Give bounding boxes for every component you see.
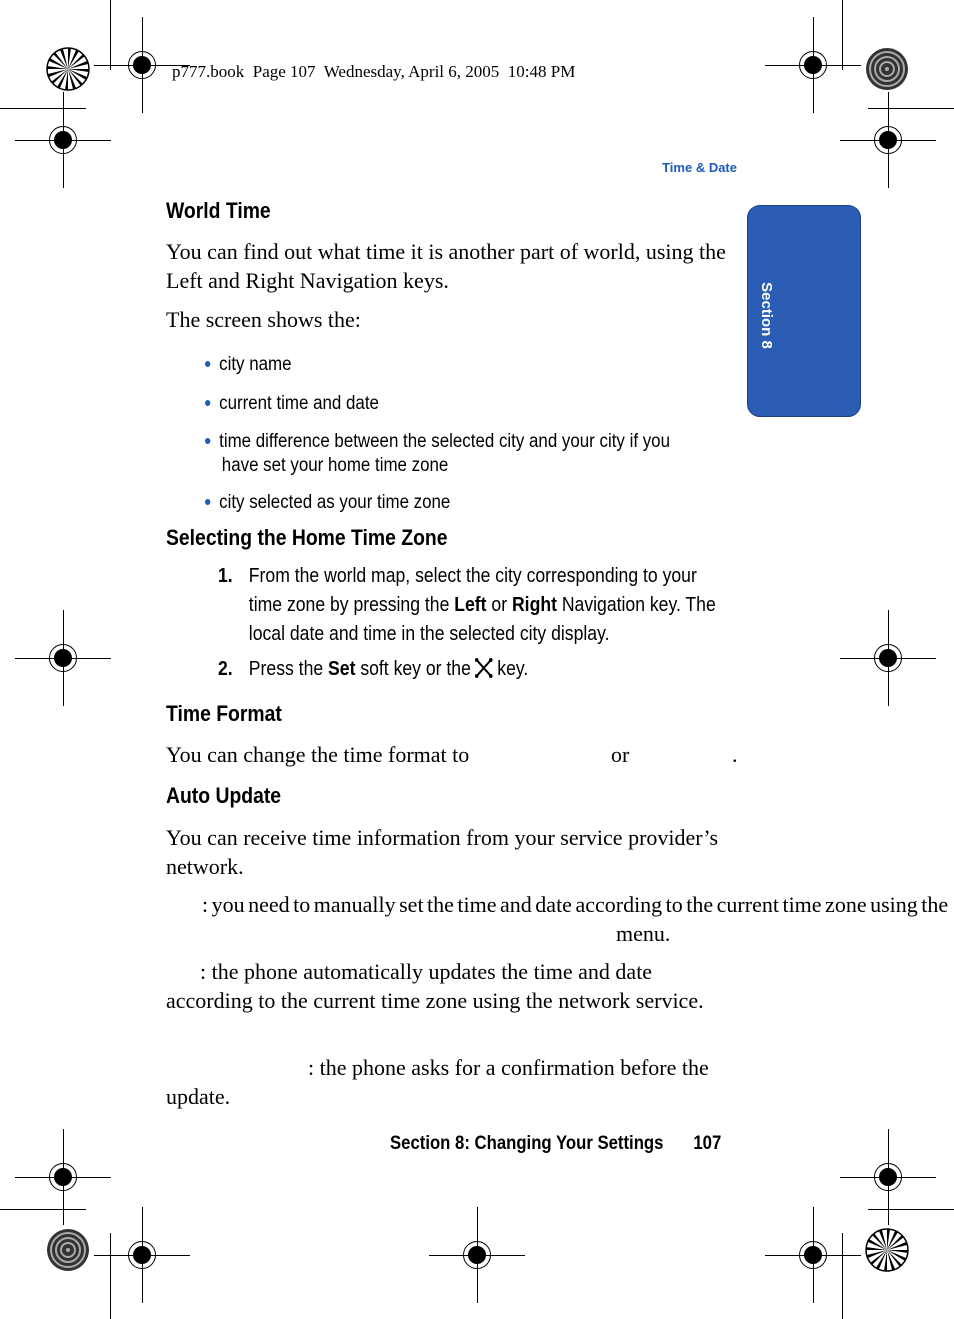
- crop-line: [842, 0, 843, 70]
- world-time-intro: You can find out what time it is another part of world, using the Left and Right Navigation keys.: [166, 239, 726, 293]
- print-info: p777.book Page 107 Wednesday, April 6, 2005 10:48 PM: [172, 62, 576, 81]
- step-1: 1. From the world map, select the city corresponding to your time zone by pressing the Left or Right Navigation key. The local date and time in the selected city display.: [218, 562, 728, 649]
- color-target-icon: [46, 47, 90, 91]
- heading-home-time-zone: Selecting the Home Time Zone: [166, 525, 448, 550]
- bullet-icon: ●: [204, 432, 212, 448]
- crop-line: [110, 1233, 111, 1319]
- section-tab-label: Section 8: [757, 281, 775, 349]
- bullet-icon: ●: [204, 493, 212, 509]
- list-item: ● city name: [204, 351, 702, 377]
- color-target-icon: [865, 1228, 909, 1272]
- step-number: 2.: [218, 658, 233, 680]
- crop-line: [0, 108, 86, 109]
- option-auto-description: : the phone automatically updates the time and date according to the current time zone using the network service.: [166, 959, 704, 1013]
- manual-page: p777.book Page 107 Wednesday, April 6, 2005 10:48 PM Time & Date Section 8 World Time You can find out what time it is another part of world, using the Left and Right Navigation keys. The screen shows the: ● city name ● current time and date ● time difference between the selected city and your city if you have set your home time zone ● city selected as your time zone Selecting the Home Time Zone 1. From the world map, select the city corresponding to your time zone by pressing the Left or Right Navigation key. The local date and time in the selected city display. 2. Press the Set soft key or the key. Time Format You can change the time format to or . Auto Update You can receive time information from your service provider’s network. : you need to manually set the time and date according to the current time zone using the menu. : the phone automatically updates the time and date according to the current time zone using the network service. : the phone asks for a confirmation before the update. Section 8: Changing Your Settings 107: [0, 0, 954, 1319]
- running-header: Time & Date: [662, 160, 737, 175]
- color-target-icon: [46, 1228, 90, 1272]
- bullet-icon: ●: [204, 394, 212, 410]
- crop-line: [0, 1209, 86, 1210]
- heading-time-format: Time Format: [166, 701, 282, 726]
- key-left: Left: [454, 594, 487, 616]
- step-number: 1.: [218, 565, 233, 587]
- option-confirm-description: : the phone asks for a confirmation before the update.: [166, 1055, 709, 1109]
- heading-auto-update: Auto Update: [166, 783, 282, 808]
- bullet-icon: ●: [204, 355, 212, 371]
- color-target-icon: [865, 47, 909, 91]
- page-footer: [390, 1133, 721, 1155]
- list-item: ● city selected as your time zone: [204, 489, 702, 515]
- list-item: ● current time and date: [204, 390, 702, 416]
- auto-update-intro: You can receive time information from your service provider’s network.: [166, 825, 719, 879]
- menu-ok-key-icon: [474, 658, 493, 678]
- crop-line: [868, 108, 954, 109]
- crop-line: [842, 1233, 843, 1319]
- page-number: 107: [693, 1133, 722, 1154]
- key-right: Right: [511, 594, 557, 616]
- time-format-text: You can change the time format to or .: [166, 742, 738, 767]
- crop-line: [868, 1209, 954, 1210]
- footer-title: Section 8: Changing Your Settings: [390, 1133, 664, 1154]
- key-set: Set: [328, 658, 356, 680]
- list-item: ● time difference between the selected city and your city if you have set your home time zone: [204, 428, 702, 478]
- crop-line: [110, 0, 111, 70]
- heading-world-time: World Time: [166, 198, 271, 223]
- screen-shows-text: The screen shows the:: [166, 307, 361, 332]
- step-2: 2. Press the Set soft key or the key.: [218, 655, 728, 684]
